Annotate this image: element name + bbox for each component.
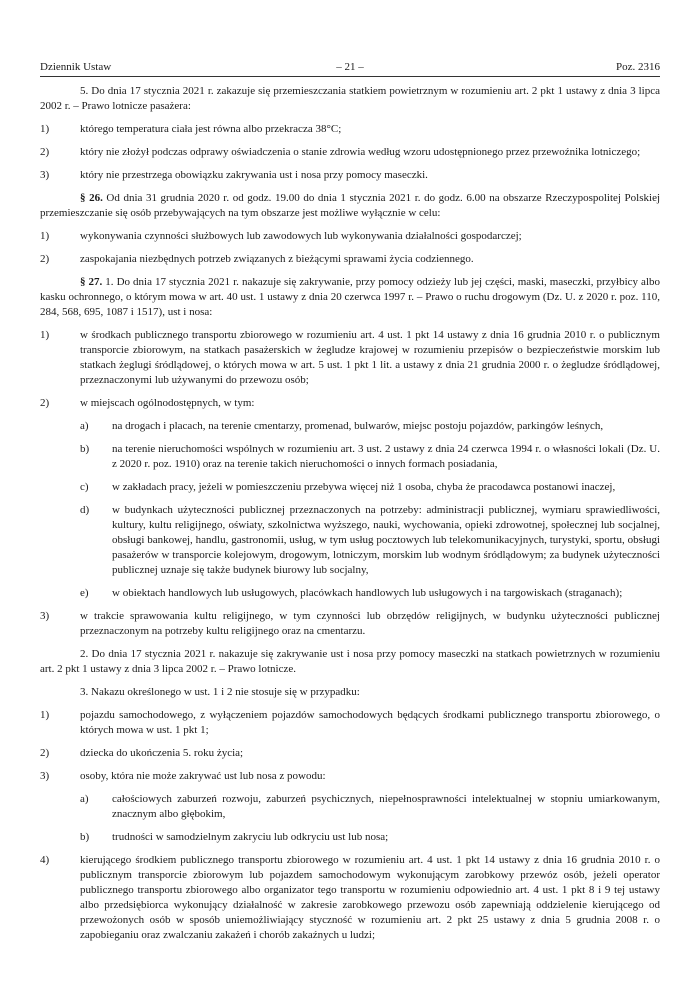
sub-list-text: w zakładach pracy, jeżeli w pomieszczeniu przebywa więcej niż 1 osoba, chyba że pracodawca postanowi inaczej, (112, 481, 616, 493)
sub-list-label: a) (80, 420, 89, 432)
list-text: który nie przestrzega obowiązku zakrywania ust i nosa przy pomocy maseczki. (80, 169, 428, 181)
list-number: 2) (40, 397, 50, 409)
list-text: którego temperatura ciała jest równa albo przekracza 38°C; (80, 123, 342, 135)
sub-list-item (40, 480, 660, 495)
list-item (40, 328, 660, 388)
sub-list-text: trudności w samodzielnym zakryciu lub odkryciu ust lub nosa; (112, 831, 389, 843)
list-text: zaspokajania niezbędnych potrzeb związanych z bieżącymi sprawami życia codziennego. (80, 253, 474, 265)
sub-list-text: w obiektach handlowych lub usługowych, placówkach handlowych lub usługowych i na targowiskach (straganach); (112, 587, 623, 599)
sub-list-label: c) (80, 481, 89, 493)
page-number: – 21 – (336, 61, 364, 73)
sub-list-item (40, 442, 660, 472)
section-26 (40, 191, 660, 221)
paragraph-27-2: 2. Do dnia 17 stycznia 2021 r. nakazuje się zakrywanie ust i nosa przy pomocy maseczki na statkach powietrznych w rozumieniu art. 2 pkt 1 ustawy z dnia 3 lipca 2002 r. – Prawo lotnicze. (40, 648, 660, 675)
list-item (40, 853, 660, 943)
sub-list-label: a) (80, 793, 89, 805)
list-number: 1) (40, 123, 50, 135)
list-number: 3) (40, 610, 50, 622)
list-number: 2) (40, 747, 50, 759)
list-item (40, 769, 660, 784)
paragraph-5: 5. Do dnia 17 stycznia 2021 r. zakazuje się przemieszczania statkiem powietrznym w rozumieniu art. 2 pkt 1 ustawy z dnia 3 lipca 2002 r. – Prawo lotnicze pasażera: (40, 85, 660, 112)
page-header (40, 60, 660, 77)
list-item (40, 746, 660, 761)
section-mark: § 26. (80, 192, 103, 204)
section-mark: § 27. (80, 276, 103, 288)
list-item (40, 145, 660, 160)
sub-list-label: d) (80, 504, 90, 516)
list-item (40, 168, 660, 183)
list-item (40, 252, 660, 267)
sub-list-label: b) (80, 831, 90, 843)
sub-list-item (40, 419, 660, 434)
list-text: w środkach publicznego transportu zbiorowego w rozumieniu art. 4 ust. 1 pkt 14 ustawy z dnia 16 grudnia 2010 r. o publicznym transporcie zbiorowym, na statkach pasażerskich w żegludze krajowej w rozumieniu przepisów o bezpieczeństwie morskim lub statkach żeglugi śródlądowej, o których mowa w art. 5 ust. 1 pkt 1 lit. a ustawy z dnia 21 grudnia 2000 r. o żegludze śródlądowej, przeznaczonymi lub używanymi do przewozu osób; (80, 329, 660, 386)
sub-list-label: b) (80, 443, 90, 455)
list-text: który nie złożył podczas odprawy oświadczenia o stanie zdrowia według wzoru udostępnionego przez przewoźnika lotniczego; (80, 146, 641, 158)
list-text: kierującego środkiem publicznego transportu zbiorowego w rozumieniu art. 4 ust. 1 pkt 14 ustawy z dnia 16 grudnia 2010 r. o publicznym transporcie zbiorowym lub pojazdem samochodowym wykonującym zarobkowy przewóz osób, jeżeli operator publicznego transportu zbiorowego albo organizator tego transportu w rozumieniu odpowiednio art. 4 ust. 1 pkt 8 i 9 tej ustawy albo przedsiębiorca wykonujący działalność w zakresie zarobkowego przewozu osób zapewniają oddzielenie kierującego od przewożonych osób w sposób uniemożliwiający styczność w rozumieniu art. 2 pkt 25 ustawy z dnia 5 grudnia 2008 r. o zapobieganiu oraz zwalczaniu zakażeń i chorób zakaźnych u ludzi; (80, 854, 660, 941)
section-27 (40, 275, 660, 320)
sub-list-text: całościowych zaburzeń rozwoju, zaburzeń psychicznych, niepełnosprawności intelektualnej w stopniu umiarkowanym, znacznym albo głębokim, (112, 793, 660, 820)
sub-list-item (40, 503, 660, 578)
sub-list-text: na terenie nieruchomości wspólnych w rozumieniu art. 3 ust. 2 ustawy z dnia 24 czerwca 1994 r. o własności lokali (Dz. U. z 2020 r. poz. 1910) oraz na terenie takich nieruchomości o innych formach posiadania, (112, 443, 660, 470)
list-number: 3) (40, 169, 50, 181)
document-body (40, 84, 660, 951)
list-text: dziecka do ukończenia 5. roku życia; (80, 747, 244, 759)
sub-list-text: w budynkach użyteczności publicznej przeznaczonych na potrzeby: administracji publicznej, wymiaru sprawiedliwości, kultury, kultu religijnego, oświaty, szkolnictwa wyższego, nauki, wychowania, opieki zdrowotnej, społecznej lub socjalnej, obsługi bankowej, handlu, gastronomii, usług, w tym usług pocztowych lub telekomunikacyjnych, turystyki, sportu, obsługi pasażerów w transporcie kolejowym, drogowym, lotniczym, morskim lub wodnym śródlądowym; za budynek użyteczności publicznej uznaje się także budynek biurowy lub socjalny, (112, 504, 660, 576)
section-text: Od dnia 31 grudnia 2020 r. od godz. 19.00 do dnia 1 stycznia 2021 r. do godz. 6.00 na obszarze Rzeczypospolitej Polskiej przemieszczanie się osób przebywających na tym obszarze jest możliwe wyłącznie w celu: (40, 192, 661, 219)
journal-title: Dziennik Ustaw (40, 61, 112, 73)
list-number: 2) (40, 146, 50, 158)
list-number: 1) (40, 329, 50, 341)
section-text: 1. Do dnia 17 stycznia 2021 r. nakazuje się zakrywanie, przy pomocy odzieży lub jej części, maski, maseczki, przyłbicy albo kasku ochronnego, o którym mowa w art. 40 ust. 1 ustawy z dnia 20 czerwca 1997 r. – Prawo o ruchu drogowym (Dz. U. z 2020 r. poz. 110, 284, 568, 695, 1087 i 1517), ust i nosa: (40, 276, 660, 318)
list-text: wykonywania czynności służbowych lub zawodowych lub wykonywania działalności gospodarczej; (80, 230, 522, 242)
list-number: 4) (40, 854, 50, 866)
list-item (40, 609, 660, 639)
list-number: 3) (40, 770, 50, 782)
sub-list-text: na drogach i placach, na terenie cmentarzy, promenad, bulwarów, miejsc postoju pojazdów, parkingów leśnych, (112, 420, 604, 432)
sub-list-item (40, 586, 660, 601)
list-text: w trakcie sprawowania kultu religijnego, w tym czynności lub obrzędów religijnych, w budynku użyteczności publicznej przeznaczonym na potrzeby kultu religijnego oraz na cmentarzu. (80, 610, 660, 637)
list-item (40, 122, 660, 137)
position-number: Poz. 2316 (616, 61, 660, 73)
list-number: 1) (40, 709, 50, 721)
paragraph-27-3: 3. Nakazu określonego w ust. 1 i 2 nie stosuje się w przypadku: (80, 686, 360, 698)
list-number: 2) (40, 253, 50, 265)
sub-list-item (40, 792, 660, 822)
sub-list-item (40, 830, 660, 845)
list-text: w miejscach ogólnodostępnych, w tym: (80, 397, 255, 409)
list-item (40, 229, 660, 244)
list-text: osoby, która nie może zakrywać ust lub nosa z powodu: (80, 770, 326, 782)
list-item (40, 396, 660, 411)
list-text: pojazdu samochodowego, z wyłączeniem pojazdów samochodowych będących środkami publicznego transportu zbiorowego, o których mowa w ust. 1 pkt 1; (80, 709, 660, 736)
list-number: 1) (40, 230, 50, 242)
sub-list-label: e) (80, 587, 89, 599)
list-item (40, 708, 660, 738)
